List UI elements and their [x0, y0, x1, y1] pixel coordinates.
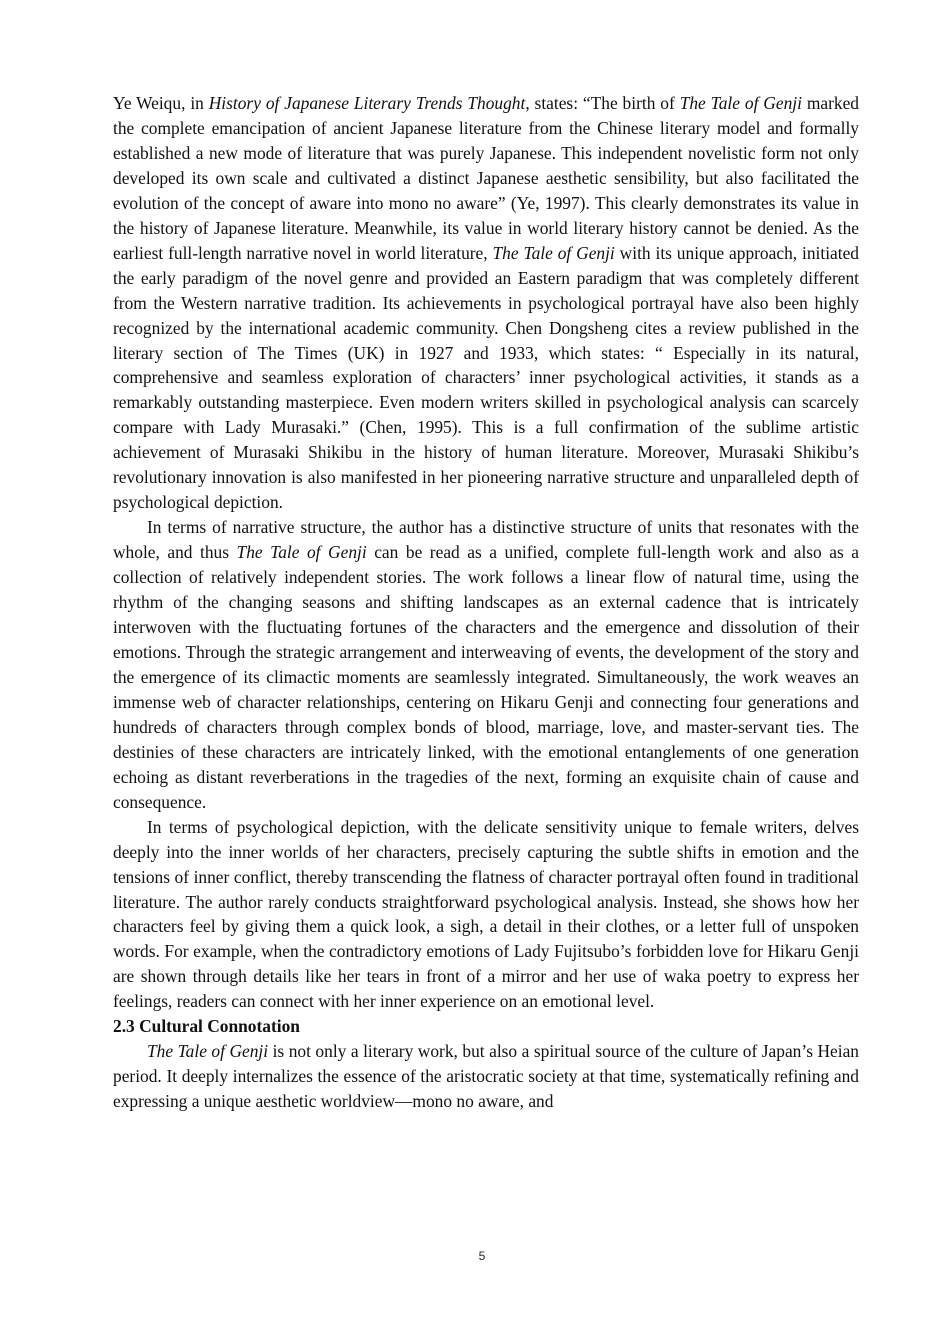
italic-title-text: The Tale of Genji	[679, 93, 802, 113]
paragraph-text: , states: “The birth of	[525, 93, 680, 113]
italic-title-text: The Tale of Genji	[492, 242, 615, 263]
paragraph-text: In terms of psychological depiction, with the delicate sensitivity unique to female writers, delves deeply into the inner worlds of her characters, precisely capturing the subtle shifts in emotion and the tensions of inner conflict, thereby transcending the flatness of character portrayal often found in traditional literature. The author rarely conducts straightforward psychological analysis. Instead, she shows how her characters feel by giving them a quick look, a sigh, a detail in their clothes, or a letter full of unspoken words. For example, when the contradictory emotions of Lady Fujitsubo’s forbidden love for Hikaru Genji are shown through details like her tears in front of a mirror and her use of waka poetry to express her feelings, readers can connect with her inner experience on an emotional level.	[113, 816, 859, 1012]
body-paragraph-narrative-structure	[113, 515, 859, 814]
italic-title-text: The Tale of Genji	[147, 1041, 269, 1062]
paragraph-text: In terms of narrative structure, the author has a distinctive structure of units that resonates with the whole, and thus	[113, 517, 859, 563]
body-paragraph-psychological-depiction	[113, 815, 859, 1015]
paragraph-text: can be read as a unified, complete full-length work and also as a collection of relatively independent stories. The work follows a linear flow of natural time, using the rhythm of the changing seasons and shifting landscapes as an external cadence that is intricately interwoven with the fluctuating fortunes of the characters and the emergence and dissolution of their emotions. Through the strategic arrangement and interweaving of events, the development of the story and the emergence of its climactic moments are seamlessly integrated. Simultaneously, the work weaves an immense web of character relationships, centering on Hikaru Genji and connecting four generations and hundreds of characters through complex bonds of blood, marriage, love, and master-servant ties. The destinies of these characters are intricately linked, with the emotional entanglements of one generation echoing as distant reverberations in the tragedies of the next, forming an exquisite chain of cause and consequence.	[113, 542, 859, 812]
page-number: 5	[478, 1249, 486, 1263]
paragraph-text: is not only a literary work, but also a spiritual source of the culture of Japan’s Heian period. It deeply internalizes the essence of the aristocratic society at that time, systematically refining and expressing a unique aesthetic worldview—mono no aware, and	[113, 1041, 859, 1112]
document-page	[113, 91, 859, 1114]
body-paragraph-cultural-connotation	[113, 1039, 859, 1114]
section-heading: 2.3 Cultural Connotation	[113, 1016, 300, 1037]
paragraph-text: Ye Weiqu, in	[113, 93, 209, 113]
italic-title-text: The Tale of Genji	[236, 542, 367, 563]
paragraph-text: with its unique approach, initiated the early paradigm of the novel genre and provided an Eastern paradigm that was completely different from the Western narrative tradition. Its achievements in psychological portrayal have also been highly recognized by the international academic community. Chen Dongsheng cites a review published in the literary section of The Times (UK) in 1927 and 1933, which states: “ Especially in its natural, comprehensive and seamless exploration of characters’ inner psychological activities, it stands as a remarkably outstanding masterpiece. Even modern writers skilled in psychological analysis can scarcely compare with Lady Murasaki.” (Chen, 1995). This is a full confirmation of the sublime artistic achievement of Murasaki Shikibu in the history of human literature. Moreover, Murasaki Shikibu’s revolutionary innovation is also manifested in her pioneering narrative structure and unparalleled depth of psychological depiction.	[113, 242, 859, 513]
paragraph-text: marked the complete emancipation of ancient Japanese literature from the Chinese literary model and formally established a new mode of literature that was purely Japanese. This independent novelistic form not only developed its own scale and cultivated a distinct Japanese aesthetic sensibility, but also facilitated the evolution of the concept of aware into mono no aware” (Ye, 1997). This clearly demonstrates its value in the history of Japanese literature. Meanwhile, its value in world literary history cannot be denied. As the earliest full-length narrative novel in world literature,	[113, 93, 859, 263]
body-paragraph-1	[113, 91, 859, 515]
italic-title-text: History of Japanese Literary Trends Thought	[208, 93, 526, 113]
